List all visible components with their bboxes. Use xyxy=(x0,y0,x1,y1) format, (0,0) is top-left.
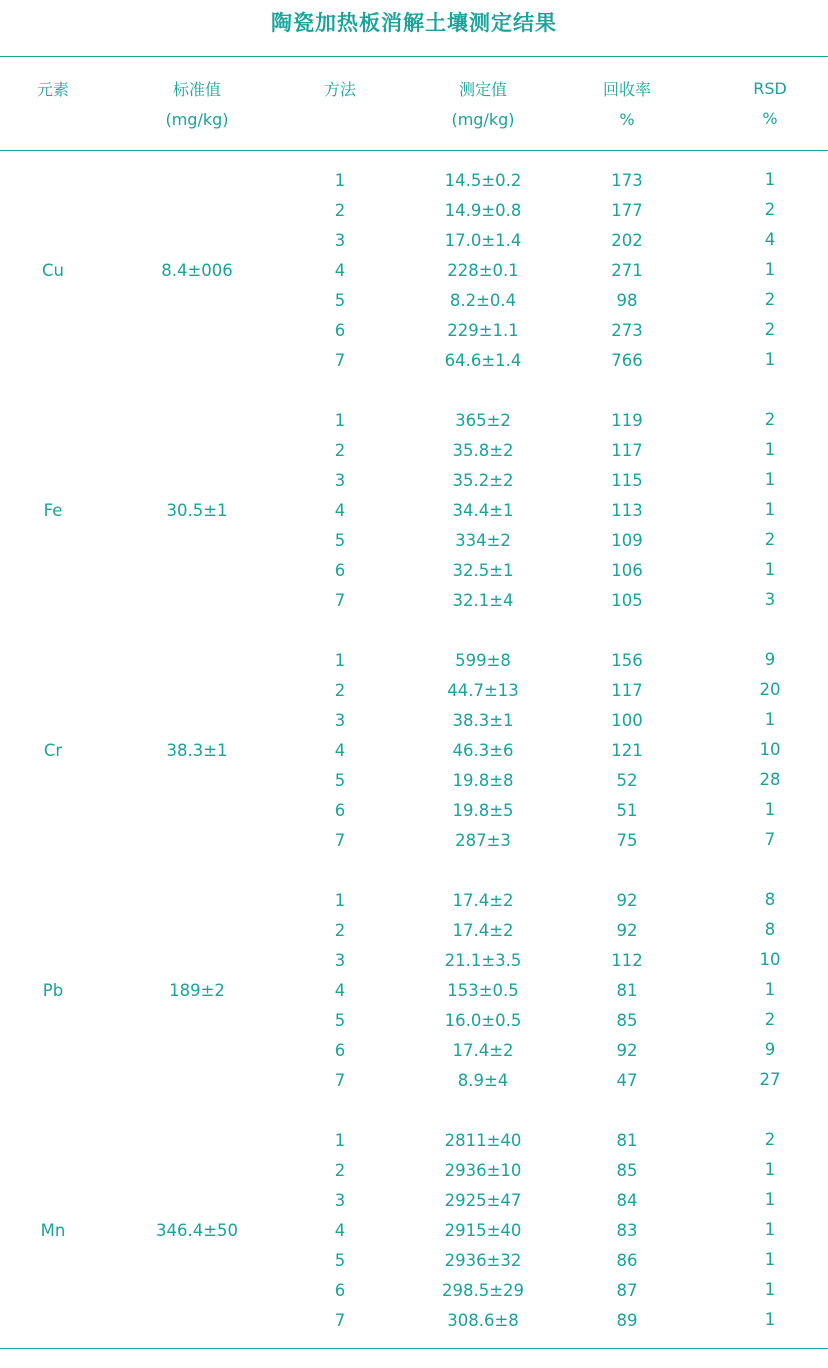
recovery-value: 173 xyxy=(611,171,643,190)
standard-value: 30.5±1 xyxy=(166,501,228,520)
method-number: 5 xyxy=(334,1011,346,1030)
method-number: 5 xyxy=(334,771,346,790)
header-rsd xyxy=(753,74,787,134)
rsd-value: 7 xyxy=(764,830,776,849)
measured-value: 32.1±4 xyxy=(452,591,514,610)
measured-value: 229±1.1 xyxy=(447,321,519,340)
rsd-value: 28 xyxy=(759,770,781,789)
method-number: 1 xyxy=(334,1131,346,1150)
recovery-value: 766 xyxy=(611,351,643,370)
rsd-value: 10 xyxy=(759,950,781,969)
header-element xyxy=(37,75,69,105)
header-method-label: 方法 xyxy=(323,80,357,99)
method-number: 2 xyxy=(334,681,346,700)
rsd-value: 2 xyxy=(764,200,776,219)
method-number: 6 xyxy=(334,321,346,340)
rsd-value: 2 xyxy=(764,410,776,429)
method-number: 3 xyxy=(334,711,346,730)
header-measured-label: 测定值 xyxy=(458,80,508,99)
method-number: 3 xyxy=(334,1191,346,1210)
rsd-value: 2 xyxy=(764,320,776,339)
method-number: 1 xyxy=(334,411,346,430)
table-title: 陶瓷加热板消解土壤测定结果 xyxy=(271,11,557,35)
recovery-value: 51 xyxy=(616,801,638,820)
recovery-value: 105 xyxy=(611,591,643,610)
method-number: 6 xyxy=(334,1041,346,1060)
header-recovery-label: 回收率 xyxy=(602,80,652,99)
recovery-value: 86 xyxy=(616,1251,638,1270)
method-number: 5 xyxy=(334,1251,346,1270)
rsd-value: 1 xyxy=(764,710,776,729)
recovery-value: 106 xyxy=(611,561,643,580)
measured-value: 2936±10 xyxy=(444,1161,522,1180)
table-bottom-rule xyxy=(0,1348,828,1349)
measured-value: 2936±32 xyxy=(444,1251,522,1270)
method-number: 3 xyxy=(334,471,346,490)
header-element-label: 元素 xyxy=(36,80,70,99)
measured-value: 21.1±3.5 xyxy=(444,951,522,970)
measured-value: 2925±47 xyxy=(444,1191,522,1210)
method-number: 2 xyxy=(334,1161,346,1180)
measured-value: 35.8±2 xyxy=(452,441,514,460)
rsd-value: 1 xyxy=(764,1250,776,1269)
recovery-value: 113 xyxy=(611,501,643,520)
rsd-value: 8 xyxy=(764,920,776,939)
recovery-value: 121 xyxy=(611,741,643,760)
measured-value: 44.7±13 xyxy=(447,681,519,700)
rsd-value: 4 xyxy=(764,230,776,249)
element-name: Cr xyxy=(43,741,63,760)
rsd-value: 1 xyxy=(764,800,776,819)
method-number: 3 xyxy=(334,231,346,250)
method-number: 6 xyxy=(334,801,346,820)
measured-value: 17.4±2 xyxy=(452,921,514,940)
rsd-value: 2 xyxy=(764,1130,776,1149)
method-number: 5 xyxy=(334,291,346,310)
method-number: 7 xyxy=(334,591,346,610)
recovery-value: 115 xyxy=(611,471,643,490)
measured-value: 228±0.1 xyxy=(447,261,519,280)
recovery-value: 112 xyxy=(611,951,643,970)
rsd-value: 3 xyxy=(764,590,776,609)
method-number: 1 xyxy=(334,171,346,190)
rsd-value: 1 xyxy=(764,440,776,459)
rsd-value: 1 xyxy=(764,1280,776,1299)
recovery-value: 52 xyxy=(616,771,638,790)
recovery-value: 83 xyxy=(616,1221,638,1240)
standard-value: 8.4±006 xyxy=(161,261,233,280)
recovery-value: 92 xyxy=(616,1041,638,1060)
measured-value: 46.3±6 xyxy=(452,741,514,760)
method-number: 1 xyxy=(334,891,346,910)
recovery-value: 117 xyxy=(611,441,643,460)
rsd-value: 2 xyxy=(764,290,776,309)
header-rsd-label: RSD xyxy=(753,79,787,98)
rsd-value: 1 xyxy=(764,170,776,189)
recovery-value: 117 xyxy=(611,681,643,700)
header-bottom-rule xyxy=(0,150,828,151)
rsd-value: 1 xyxy=(764,1190,776,1209)
header-recovery xyxy=(603,75,651,135)
recovery-value: 85 xyxy=(616,1161,638,1180)
rsd-value: 2 xyxy=(764,1010,776,1029)
standard-value: 346.4±50 xyxy=(155,1221,239,1240)
recovery-value: 271 xyxy=(611,261,643,280)
rsd-value: 20 xyxy=(759,680,781,699)
measured-value: 19.8±5 xyxy=(452,801,514,820)
recovery-value: 81 xyxy=(616,981,638,1000)
header-standard-unit: (mg/kg) xyxy=(165,110,229,129)
recovery-value: 85 xyxy=(616,1011,638,1030)
standard-value: 38.3±1 xyxy=(166,741,228,760)
method-number: 1 xyxy=(334,651,346,670)
rsd-value: 10 xyxy=(759,740,781,759)
method-number: 2 xyxy=(334,921,346,940)
measured-value: 14.9±0.8 xyxy=(444,201,522,220)
measured-value: 14.5±0.2 xyxy=(444,171,522,190)
method-number: 7 xyxy=(334,1071,346,1090)
method-number: 4 xyxy=(334,261,346,280)
method-number: 7 xyxy=(334,351,346,370)
element-name: Fe xyxy=(43,501,63,520)
method-number: 4 xyxy=(334,741,346,760)
rsd-value: 1 xyxy=(764,1310,776,1329)
measured-value: 334±2 xyxy=(455,531,511,550)
measured-value: 16.0±0.5 xyxy=(444,1011,522,1030)
header-recovery-unit: % xyxy=(619,110,635,129)
method-number: 5 xyxy=(334,531,346,550)
measured-value: 35.2±2 xyxy=(452,471,514,490)
standard-value: 189±2 xyxy=(169,981,225,1000)
rsd-value: 1 xyxy=(764,1160,776,1179)
measured-value: 34.4±1 xyxy=(452,501,514,520)
rsd-value: 1 xyxy=(764,980,776,999)
recovery-value: 177 xyxy=(611,201,643,220)
measured-value: 287±3 xyxy=(455,831,511,850)
measured-value: 2811±40 xyxy=(444,1131,522,1150)
recovery-value: 87 xyxy=(616,1281,638,1300)
measured-value: 17.0±1.4 xyxy=(444,231,522,250)
recovery-value: 100 xyxy=(611,711,643,730)
recovery-value: 92 xyxy=(616,921,638,940)
header-measured-unit: (mg/kg) xyxy=(451,110,515,129)
method-number: 3 xyxy=(334,951,346,970)
recovery-value: 92 xyxy=(616,891,638,910)
recovery-value: 109 xyxy=(611,531,643,550)
rsd-value: 27 xyxy=(759,1070,781,1089)
rsd-value: 1 xyxy=(764,470,776,489)
method-number: 7 xyxy=(334,1311,346,1330)
recovery-value: 156 xyxy=(611,651,643,670)
header-method xyxy=(324,75,356,105)
recovery-value: 119 xyxy=(611,411,643,430)
method-number: 2 xyxy=(334,201,346,220)
rsd-value: 1 xyxy=(764,350,776,369)
header-standard xyxy=(165,75,228,135)
rsd-value: 2 xyxy=(764,530,776,549)
measured-value: 8.2±0.4 xyxy=(449,291,517,310)
header-measured xyxy=(451,75,514,135)
method-number: 4 xyxy=(334,501,346,520)
recovery-value: 202 xyxy=(611,231,643,250)
method-number: 7 xyxy=(334,831,346,850)
measured-value: 599±8 xyxy=(455,651,511,670)
rsd-value: 8 xyxy=(764,890,776,909)
measured-value: 32.5±1 xyxy=(452,561,514,580)
method-number: 6 xyxy=(334,1281,346,1300)
rsd-value: 1 xyxy=(764,560,776,579)
measured-value: 298.5±29 xyxy=(441,1281,525,1300)
measured-value: 365±2 xyxy=(455,411,511,430)
method-number: 4 xyxy=(334,981,346,1000)
rsd-value: 9 xyxy=(764,1040,776,1059)
recovery-value: 47 xyxy=(616,1071,638,1090)
method-number: 4 xyxy=(334,1221,346,1240)
measured-value: 17.4±2 xyxy=(452,1041,514,1060)
header-top-rule xyxy=(0,56,828,57)
measured-value: 17.4±2 xyxy=(452,891,514,910)
measured-value: 8.9±4 xyxy=(457,1071,509,1090)
header-standard-label: 标准值 xyxy=(172,80,222,99)
rsd-value: 1 xyxy=(764,260,776,279)
element-name: Cu xyxy=(42,261,64,280)
recovery-value: 98 xyxy=(616,291,638,310)
method-number: 6 xyxy=(334,561,346,580)
recovery-value: 84 xyxy=(616,1191,638,1210)
element-name: Pb xyxy=(42,981,64,1000)
rsd-value: 9 xyxy=(764,650,776,669)
header-rsd-unit: % xyxy=(762,109,778,128)
element-name: Mn xyxy=(40,1221,66,1240)
measured-value: 19.8±8 xyxy=(452,771,514,790)
measured-value: 2915±40 xyxy=(444,1221,522,1240)
measured-value: 38.3±1 xyxy=(452,711,514,730)
recovery-value: 273 xyxy=(611,321,643,340)
recovery-value: 81 xyxy=(616,1131,638,1150)
measured-value: 64.6±1.4 xyxy=(444,351,522,370)
recovery-value: 89 xyxy=(616,1311,638,1330)
measured-value: 153±0.5 xyxy=(447,981,519,1000)
measured-value: 308.6±8 xyxy=(447,1311,519,1330)
rsd-value: 1 xyxy=(764,1220,776,1239)
method-number: 2 xyxy=(334,441,346,460)
recovery-value: 75 xyxy=(616,831,638,850)
rsd-value: 1 xyxy=(764,500,776,519)
